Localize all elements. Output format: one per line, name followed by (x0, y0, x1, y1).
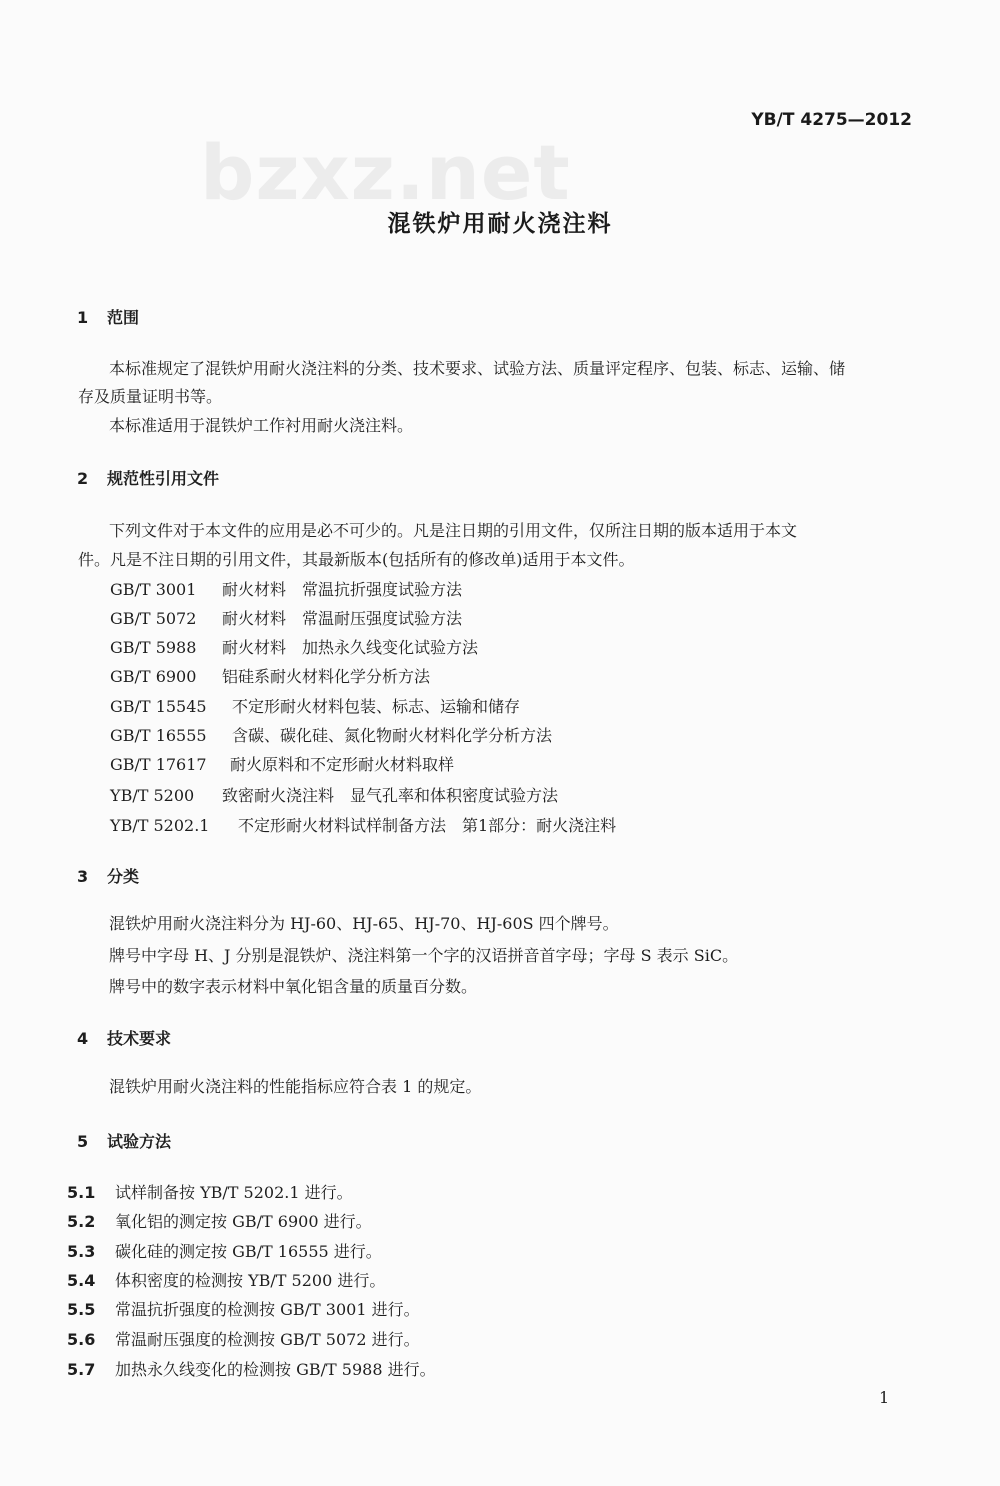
section-number: 1 (77, 308, 89, 327)
paragraph: 混铁炉用耐火浇注料的性能指标应符合表 1 的规定。 (109, 1077, 482, 1096)
section-title: 分类 (107, 867, 140, 886)
section-title: 范围 (107, 308, 140, 327)
subclause-number: 5.1 (67, 1183, 96, 1202)
subclause (67, 1180, 353, 1203)
watermark: bzxz.net (200, 128, 571, 217)
reference-title: 耐火材料 常温抗折强度试验方法 (222, 580, 463, 599)
reference-title: 致密耐火浇注料 显气孔率和体积密度试验方法 (222, 786, 559, 805)
subclause (67, 1268, 385, 1291)
reference-title: 耐火材料 常温耐压强度试验方法 (222, 609, 463, 628)
paragraph-continued: 存及质量证明书等。 (78, 387, 223, 406)
subclause (67, 1357, 436, 1380)
reference-code: GB/T 5072 (110, 609, 197, 628)
reference-title: 不定形耐火材料试样制备方法 第1部分：耐火浇注料 (238, 816, 617, 835)
paragraph: 本标准适用于混铁炉工作衬用耐火浇注料。 (109, 416, 414, 435)
reference-item (110, 813, 616, 836)
section-2-heading (77, 466, 219, 489)
page-number: 1 (879, 1388, 890, 1407)
section-number: 3 (77, 867, 89, 886)
paragraph: 本标准规定了混铁炉用耐火浇注料的分类、技术要求、试验方法、质量评定程序、包装、标志、运输、储 (109, 359, 846, 378)
section-1-heading (77, 305, 139, 328)
reference-item (110, 694, 520, 717)
reference-title: 不定形耐火材料包装、标志、运输和储存 (232, 697, 521, 716)
subclause-number: 5.4 (67, 1271, 96, 1290)
subclause-text: 碳化硅的测定按 GB/T 16555 进行。 (115, 1242, 382, 1261)
subclause-text: 氧化铝的测定按 GB/T 6900 进行。 (115, 1212, 372, 1231)
reference-title: 含碳、碳化硅、氮化物耐火材料化学分析方法 (232, 726, 553, 745)
subclause (67, 1327, 420, 1350)
reference-title: 耐火材料 加热永久线变化试验方法 (222, 638, 479, 657)
reference-code: GB/T 3001 (110, 580, 197, 599)
reference-title: 耐火原料和不定形耐火材料取样 (230, 755, 455, 774)
reference-code: GB/T 17617 (110, 755, 207, 774)
subclause-text: 常温耐压强度的检测按 GB/T 5072 进行。 (115, 1330, 420, 1349)
reference-item (110, 752, 454, 775)
paragraph-continued: 件。凡是不注日期的引用文件，其最新版本(包括所有的修改单)适用于本文件。 (78, 550, 635, 569)
subclause-text: 常温抗折强度的检测按 GB/T 3001 进行。 (115, 1300, 420, 1319)
reference-code: GB/T 6900 (110, 667, 197, 686)
paragraph: 牌号中字母 H、J 分别是混铁炉、浇注料第一个字的汉语拼音首字母；字母 S 表示 SiC。 (109, 946, 739, 965)
document-title: 混铁炉用耐火浇注料 (387, 211, 613, 237)
subclause-text: 试样制备按 YB/T 5202.1 进行。 (115, 1183, 353, 1202)
reference-code: GB/T 5988 (110, 638, 197, 657)
reference-code: GB/T 16555 (110, 726, 207, 745)
reference-item (110, 577, 462, 600)
reference-code: YB/T 5200 (110, 786, 195, 805)
subclause-number: 5.7 (67, 1360, 96, 1379)
section-title: 技术要求 (107, 1029, 172, 1048)
section-number: 5 (77, 1132, 89, 1151)
section-number: 4 (77, 1029, 89, 1048)
subclause-number: 5.3 (67, 1242, 96, 1261)
subclause (67, 1297, 420, 1320)
subclause-number: 5.6 (67, 1330, 96, 1349)
standard-number: YB/T 4275—2012 (751, 110, 912, 130)
section-3-heading (77, 864, 139, 887)
section-number: 2 (77, 469, 89, 488)
reference-code: YB/T 5202.1 (110, 816, 210, 835)
section-title: 规范性引用文件 (107, 469, 220, 488)
subclause-text: 加热永久线变化的检测按 GB/T 5988 进行。 (115, 1360, 436, 1379)
subclause-number: 5.5 (67, 1300, 96, 1319)
section-4-heading (77, 1026, 171, 1049)
reference-item (110, 783, 558, 806)
reference-item (110, 664, 430, 687)
paragraph: 混铁炉用耐火浇注料分为 HJ-60、HJ-65、HJ-70、HJ-60S 四个牌号。 (109, 914, 619, 933)
reference-item (110, 635, 478, 658)
subclause-number: 5.2 (67, 1212, 96, 1231)
subclause (67, 1209, 372, 1232)
section-5-heading (77, 1129, 171, 1152)
subclause (67, 1239, 382, 1262)
section-title: 试验方法 (107, 1132, 172, 1151)
reference-item (110, 606, 462, 629)
paragraph: 下列文件对于本文件的应用是必不可少的。凡是注日期的引用文件，仅所注日期的版本适用于本文 (109, 521, 798, 540)
subclause-text: 体积密度的检测按 YB/T 5200 进行。 (115, 1271, 386, 1290)
reference-code: GB/T 15545 (110, 697, 207, 716)
paragraph: 牌号中的数字表示材料中氧化铝含量的质量百分数。 (109, 977, 478, 996)
reference-title: 铝硅系耐火材料化学分析方法 (222, 667, 431, 686)
reference-item (110, 723, 552, 746)
